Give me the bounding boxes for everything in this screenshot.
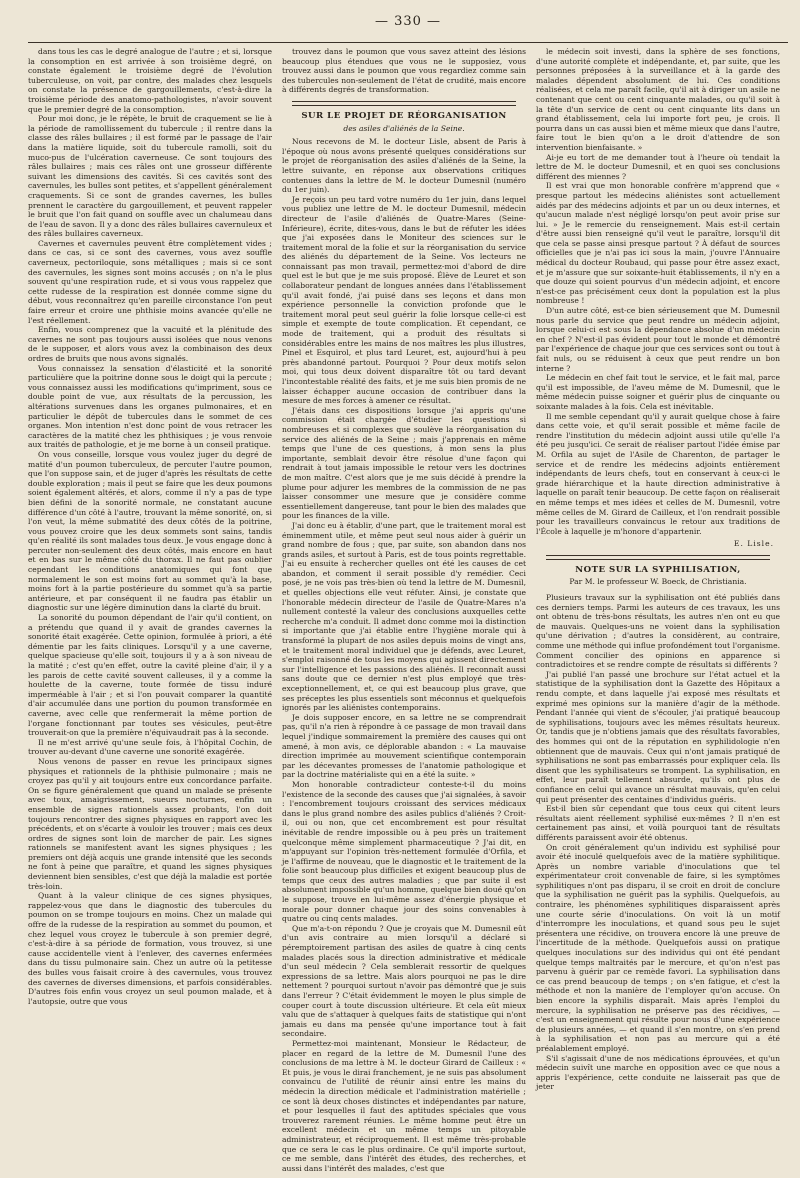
paragraph: D'un autre côté, est-ce bien sérieusement que M. Dumesnil nous parle du service que peut rendre un médecin adjoint, lorsque celui-ci est sous la dépendance absolue d'un médecin en chef ? N'est-il pas évident pour tout le monde et démontré par l'expérience de chaque jour que ces services sont ou tout à fait nuls, ou se réduisent à ceux que peut rendre un bon interne ? xyxy=(536,306,780,373)
paragraph: J'ai publié l'an passé une brochure sur l'état actuel et la statistique de la syphilisation dont la Gazette des Hôpitaux a rendu compte, et dans laquelle j'ai exposé mes résultats et exprimé mes opinions sur la manière d'agir de la méthode. Pendant l'année qui vient de s'écouler, j'ai pratiqué beaucoup de syphilisations, toujours avec les mêmes résultats heureux. Or, tandis que je n'obtiens jamais que des résultats favorables, des hommes qui ont de la réputation en syphilidologie n'en obtiennent que de mauvais. Ceux qui n'ont jamais pratiqué de syphilisations ne sont pas embarrassés pour expliquer cela. Ils disent que les syphilisateurs se trompent. La syphilisation, en effet, leur paraît tellement absurde, qu'ils ont plus de confiance en celui qui avance un résultat mauvais, qu'en celui qui peut présenter des centaines d'individus guéris. xyxy=(536,669,780,804)
section-divider xyxy=(292,101,516,106)
paragraph: Il me semble cependant qu'il y aurait quelque chose à faire dans cette voie, et qu'il serait possible et même facile de rendre l'institution du médecin adjoint aussi utile qu'elle l'a été peu jusqu'ici. Ce serait de réaliser partout l'idée émise par M. Orfila au sujet de l'Asile de Charenton, de partager le service et de rendre les médecins adjoints entièrement indépendants de leurs chefs, tout en conservant à ceux-ci le grade hiérarchique et la haute direction administrative à laquelle on paraît tenir beaucoup. De cette façon on réaliserait en même temps et mes idées et celles de M. Dumesnil, votre même celles de M. Girard de Cailleux, et l'on rendrait possible pour les travailleurs convaincus le retour aux traditions de l'École à laquelle je m'honore d'appartenir. xyxy=(536,411,780,536)
paragraph: Pour moi donc, je le répète, le bruit de craquement se lie à la période de ramollissement du tubercule ; il rentre dans la classe des râles bullaires ; il est formé par le passage de l'air dans la matière liquide, soit du tubercule ramolli, soit du muco-pus de l'ulcération caverneuse. Ce sont toujours des râles bullaires ; mais ces râles ont une grosseur différente suivant les dimensions des cavités. Si ces cavités sont des cavernules, les bulles sont petites, et s'appellent généralement craquements. Si ce sont de grandes cavernes, les bulles prennent le caractère du gargouillement, et peuvent rappeler le bruit que l'on fait quand on souffle avec un chalumeau dans de l'eau de savon. Il y a donc des râles bullaires cavernuleux et des râles bullaires caverneux. xyxy=(28,114,272,239)
text-columns xyxy=(28,47,788,1173)
paragraph: Permettez-moi maintenant, Monsieur le Rédacteur, de placer en regard de la lettre de M. Dumesnil l'une des conclusions de ma lettre à M. le docteur Girard de Cailleux : « Et puis, je vous le dirai franchement, je ne suis pas absolument convaincu de l'utilité de réunir ainsi entre les mains du médecin la direction médicale et l'administration matérielle ; ce sont là deux choses distinctes et indépendantes par nature, et pour lesquelles il faut des aptitudes spéciales que vous trouverez rarement réunies. Le même homme peut être un excellent médecin et un même temps un pitoyable administrateur, et réciproquement. Il est même très-probable que ce sera le cas le plus ordinaire. Ce qu'il importe surtout, ce me semble, dans l'intérêt des études, des recherches, et aussi dans l'intérêt des malades, c'est que xyxy=(282,1038,526,1173)
paragraph: La sonorité du poumon dépendant de l'air qu'il contient, on a prétendu que quand il y avait de grandes cavernes la sonorité était exagérée. Cette opinion, formulée à priori, a été démentie par les faits cliniques. Lorsqu'il y a une caverne, quelque spacieuse qu'elle soit, toujours il y a à son niveau de la matité ; c'est qu'en effet, outre la cavité pleine d'air, il y a les parois de cette cavité souvent calleuses, il y a comme la houlette de la caverne, toute formée de tissu induré imperméable à l'air ; et si l'on pouvait comparer la quantité d'air accumulée dans une portion du poumon transformée en caverne, avec celle que renfermerait la même portion de l'organe fonctionnant par toutes ses vésicules, peut-être trouverait-on que la première n'équivaudrait pas à la seconde. xyxy=(28,613,272,738)
column-3 xyxy=(536,47,780,1167)
paragraph: Est-il bien sûr cependant que tous ceux qui citent leurs résultats aient réellement syphilisé eux-mêmes ? Il n'en est certainement pas ainsi, et voilà pourquoi tant de résultats différents paraissent avoir été obtenus. xyxy=(536,804,780,842)
paragraph: Vous connaissez la sensation d'élasticité et la sonorité particulière que la poitrine donne sous le doigt qui la percute ; vous connaissez aussi les modifications qu'impriment, sous ce double point de vue, aux résultats de la percussion, les altérations survenues dans les organes pulmonaires, et en particulier le dépôt de tubercules dans le sommet de ces organes. Mon intention n'est donc point de vous retracer les caractères de la matité chez les phthisiques ; je vous renvoie aux traités de pathologie, et je me borne à un conseil pratique. xyxy=(28,363,272,450)
paragraph: J'ai donc eu à établir, d'une part, que le traitement moral est éminemment utile, et même peut seul nous aider à guérir un grand nombre de fous ; que, par suite, son abandon dans nos grands asiles, et surtout à Paris, est de tous points regrettable. J'ai eu ensuite à rechercher quelles ont été les causes de cet abandon, et comment il serait possible d'y remédier. Ceci posé, je ne vois pas très-bien où tend la lettre de M. Dumesnil, et quelles objections elle veut réfuter. Ainsi, je constate que l'honorable médecin directeur de l'asile de Quatre-Mares n'a nullement contesté la valeur des conclusions auxquelles cette recherche m'a conduit. Il admet donc comme moi la distinction si importante que j'ai établie entre l'hygiène morale qui à transformé la plupart de nos asiles depuis moins de vingt ans, et le traitement moral individuel que je défends, avec Leuret, s'emploi raisonné de tous les moyens qui agissent directement sur l'intelligence et les passions des aliénés. Il reconnaît aussi sans doute que ce dernier n'est plus employé que très-exceptionnellement, et, ce qui est beaucoup plus grave, que ses préceptes les plus essentiels sont méconnus et quelquefois ignorés par les aliénistes contemporains. xyxy=(282,520,526,713)
paragraph: Cavernes et cavernules peuvent être complètement vides ; dans ce cas, si ce sont des cavernes, vous avez souffle caverneux, pectoriloquie, sons métalliques ; mais si ce sont des cavernules, les signes sont moins accusés ; on n'a le plus souvent qu'une respiration rude, et si vous vous rappelez que cette rudesse de la respiration est donnée comme signe du début, vous reconnaîtrez qu'en pareille circonstance l'on peut faire erreur et croire une phthisie moins avancée qu'elle ne l'est réellement. xyxy=(28,238,272,325)
paragraph: Ai-je eu tort de me demander tout à l'heure où tendait la lettre de M. le docteur Dumesnil, et en quoi ses conclusions différent des miennes ? xyxy=(536,152,780,181)
paragraph: Quant à la valeur clinique de ces signes physiques, rappelez-vous que dans le diagnostic des tubercules du poumon on se trompe toujours en moins. Chez un malade qui offre de la rudesse de la respiration au sommet du poumon, et chez lequel vous croyez le tubercule à son premier degré, c'est-à-dire à sa période de formation, vous trouvez, si une cause accidentelle vient à l'enlever, des cavernes enfermées dans du tissu pulmonaire sain. Chez un autre où la petitesse des bulles vous faisait croire à des cavernules, vous trouvez des cavernes de diverses dimensions, et parfois considérables. D'autres fois enfin vous croyez un seul poumon malade, et à l'autopsie, outre que vous xyxy=(28,891,272,1006)
section-title-syphilisation: NOTE SUR LA SYPHILISATION, xyxy=(575,564,741,575)
paragraph: Je dois supposer encore, en sa lettre ne se comprendrait pas, qu'il n'a rien à répondre à ce passage de mon travail dans lequel j'indique sommairement la première des causes qui ont amené, à mon avis, ce déplorable abandon : « La mauvaise direction imprimée au mouvement scientifique contemporain par les décevantes promesses de l'anatomie pathologique et par la doctrine matérialiste qui en a été la suite. » xyxy=(282,712,526,780)
section-subtitle-asiles: des asiles d'aliénés de la Seine. xyxy=(343,123,465,133)
paragraph: Enfin, vous comprenez que la vacuité et la plénitude des cavernes ne sont pas toujours aussi isolées que nous venons de le supposer, et alors vous avez la combinaison des deux ordres de bruits que nous avons signalés. xyxy=(28,325,272,363)
section-divider xyxy=(546,555,770,560)
paragraph: Plusieurs travaux sur la syphilisation ont été publiés dans ces derniers temps. Parmi les auteurs de ces travaux, les uns ont obtenu de très-bons résultats, les autres n'en ont eu que de mauvais. Quelques-uns ne voient dans la syphilisation qu'une dérivation ; d'autres la considèrent, au contraire, comme une méthode qui influe profondément tout l'organisme. Comment concilier des opinions en apparence si contradictoires et se rendre compte de résultats si différents ? xyxy=(536,593,780,670)
paragraph: Il ne m'est arrivé qu'une seule fois, à l'hôpital Cochin, de trouver au-devant d'une caverne une sonorité exagérée. xyxy=(28,737,272,757)
article-byline: Par M. le professeur W. Boeck, de Christiania. xyxy=(569,577,747,587)
paragraph: Nous recevons de M. le docteur Lisle, absent de Paris à l'époque où nous avons présenté quelques considérations sur le projet de réorganisation des asiles d'aliénés de la Seine, la lettre suivante, en réponse aux observations critiques contenues dans la lettre de M. le docteur Dumesnil (numéro du 1er juin). xyxy=(282,137,526,195)
paragraph: Le médecin en chef fait tout le service, et le fait mal, parce qu'il est impossible, de l'aveu même de M. Dumesnil, que le même médecin puisse soigner et guérir plus de cinquante ou soixante malades à la fois. Cela est inévitable. xyxy=(536,373,780,411)
paragraph: On vous conseille, lorsque vous voulez juger du degré de matité d'un poumon tuberculeux, de percuter l'autre poumon, que l'on suppose sain, et de juger d'après les résultats de cette double exploration ; mais il peut se faire que les deux poumons soient également altérés, et alors, comme il n'y a pas de type bien défini de la sonorité normale, ne constatant aucune différence d'un côté à l'autre, trouvant la même sonorité, on, si l'on veut, la même submatité des deux côtés de la poitrine, vous pouvez croire que les deux sommets sont sains, tandis qu'en réalité ils sont malades tous deux. Je vous engage donc à percuter non-seulement des deux côtés, mais encore en haut et en bas sur le même côté du thorax. Il ne faut pas oublier cependant les conditions anatomiques qui font que normalement le son est moins fort au sommet qu'à la base, moins fort à la partie postérieure du sommet qu'à sa partie antérieure, et par conséquent il ne faudra pas établir un diagnostic sur une légère diminution dans la clarté du bruit. xyxy=(28,449,272,613)
paragraph: Je reçois un peu tard votre numéro du 1er juin, dans lequel vous publiez une lettre de M. le docteur Dumesnil, médecin directeur de l'asile d'aliénés de Quatre-Mares (Seine-Inférieure), écrite, dites-vous, dans le but de réfuter les idées que j'ai exposées dans le Moniteur des sciences sur le traitement moral de la folie et sur la réorganisation du service des aliénés du département de la Seine. Vos lecteurs ne connaissant pas mon travail, permettez-moi d'abord de dire quel est le but que je me suis proposé. Élève de Leuret et son collaborateur pendant de longues années dans l'établissement qu'il avait fondé, j'ai puisé dans ses leçons et dans mon expérience personnelle la conviction profonde que le traitement moral peut seul guérir la folie lorsque celle-ci est simple et exempte de toute complication. Et cependant, ce mode de traitement, qui a produit des résultats si considérables entre les mains de nos maîtres les plus illustres, Pinel et Esquirol, et plus tard Leuret, est, aujourd'hui à peu près abandonné partout. Pourquoi ? Pour deux motifs selon moi, qui tous deux doivent disparaître tôt ou tard devant l'incontestable réalité des faits, et je me suis bien promis de ne laisser échapper aucune occasion de contribuer dans la mesure de mes forces à amener ce résultat. xyxy=(282,194,526,406)
paragraph: trouvez dans le poumon que vous savez atteint des lésions beaucoup plus étendues que vous ne le supposiez, vous trouvez aussi dans le poumon que vous regardiez comme sain des tubercules non-seulement de l'état de crudité, mais encore à différents degrés de transformation. xyxy=(282,47,526,95)
column-1 xyxy=(28,47,272,1167)
section-title-asiles: SUR LE PROJET DE RÉORGANISATION xyxy=(301,110,507,121)
paragraph: le médecin soit investi, dans la sphère de ses fonctions, d'une autorité complète et indépendante, et, par suite, que les personnes préposées à la surveillance et à la garde des malades dépendent absolument de lui. Ces conditions réalisées, et cela me paraît facile, qu'il ait à diriger un asile ne contenant que cent ou cent cinquante malades, ou qu'il soit à la tête d'un service de cent ou cent cinquante lits dans un grand établissement, cela lui importe fort peu, je crois. Il pourra dans un cas aussi bien et même mieux que dans l'autre, faire tout le bien qu'on a le droit d'attendre de son intervention bienfaisante. » xyxy=(536,47,780,152)
paragraph: Nous venons de passer en revue les principaux signes physiques et rationnels de la phthisie pulmonaire ; mais ne croyez pas qu'il y ait toujours entre eux concordance parfaite. On se figure généralement que quand un malade se présente avec toux, amaigrissement, sueurs nocturnes, enfin un ensemble de signes rationnels assez probants, l'on doit toujours rencontrer des signes physiques en rapport avec les précédents, et on s'écarte à vouloir les trouver ; mais ces deux ordres de signes sont loin de marcher de pair. Les signes rationnels se manifestent avant les signes physiques ; les premiers ont déjà acquis une grande intensité que les seconds ne font à peine que paraître, et quand les signes physiques deviennent bien sensibles, c'est que déjà la maladie est portée très-loin. xyxy=(28,756,272,891)
author-signature: E. Lisle. xyxy=(733,539,774,549)
paragraph: Il est vrai que mon honorable confrère m'apprend que « presque partout les médecins aliénistes sont actuellement aidés par des médecins adjoints et par un ou deux internes, et qu'aucun malade n'est négligé lorsqu'on peut avoir prise sur lui. » Je le remercie du renseignement. Mais est-il certain d'être aussi bien renseigné qu'il veut le paraître, lorsqu'il dit que cela se passe ainsi presque partout ? À défaut de sources officielles que je n'ai pas ici sous la main, j'ouvre l'Annuaire médical du docteur Roubaud, qui passe pour être assez exact, et je m'assure que sur soixante-huit établissements, il n'y en a que douze qui soient pourvus d'un médecin adjoint, et encore n'est-ce pas précisément ceux dont la population est la plus nombreuse ! xyxy=(536,181,780,306)
column-2 xyxy=(282,47,526,1173)
paragraph: dans tous les cas le degré analogue de l'autre ; et si, lorsque la consomption en est arrivée à son troisième degré, on constate également le troisième degré de l'évolution tuberculeuse, on voit, par contre, des malades chez lesquels on constate la présence de gargouillements, c'est-à-dire la troisième période des anatomo-pathologistes, n'avoir souvent que le premier degré de la consomption. xyxy=(28,47,272,114)
paragraph: Mon honorable contradicteur conteste-t-il du moins l'existence de la seconde des causes que j'ai signalées, à savoir : l'encombrement toujours croissant des services médicaux dans le plus grand nombre des asiles publics d'aliénés ? Croit-il, oui ou non, que cet encombrement est pour résultat inévitable de rendre impossible ou à peu près un traitement quelconque même simplement pharmaceutique ? J'ai dit, en m'appuyant sur l'opinion très-nettement formulée d'Orfila, et je l'affirme de nouveau, que le diagnostic et le traitement de la folie sont beaucoup plus difficiles et exigent beaucoup plus de temps que ceux des autres maladies ; que par suite il est absolument impossible qu'un homme, quelque bien doué qu'on le suppose, trouve en lui-même assez d'énergie physique et morale pour donner chaque jour des soins convenables à quatre ou cinq cents malades. xyxy=(282,779,526,924)
paragraph: J'étais dans ces dispositions lorsque j'ai appris qu'une commission était chargée d'étudier les questions si nombreuses et si complexes que soulève la réorganisation du service des aliénés de la Seine ; mais j'apprenais en même temps que l'une de ces questions, à mon sens la plus importante, semblait devoir être résolue d'une façon qui rendrait à tout jamais impossible le retour vers les doctrines de mon maître. C'est alors que je me suis décidé à prendre la plume pour adjurer les membres de la commission de ne pas laisser consommer une mesure que je considère comme essentiellement dangereuse, tant pour le bien des malades que pour les finances de la ville. xyxy=(282,405,526,521)
page-header xyxy=(28,6,788,43)
page-number: — 330 — xyxy=(374,14,442,29)
paragraph: On croit généralement qu'un individu est syphilisé pour avoir été inoculé quelquefois avec de la matière syphilitique. Après un nombre variable d'inoculations que tel expérimentateur croit convenable de faire, si les symptômes syphilitiques n'ont pas disparu, il se croit en droit de conclure que la syphilisation ne guérit pas la syphilis. Quelquefois, au contraire, les phénomènes syphilitiques disparaissent après une courte série d'inoculations. On voit là un motif d'interrompre les inoculations, et quand sous peu le sujet présentera une récidive, on trouvera encore là une preuve de l'incertitude de la méthode. Quelquefois aussi on pratique quelques inoculations sur des individus qui ont été pendant quelque temps maltraités par le mercure, et qu'on n'est pas parvenu à guérir par ce remède favori. La syphilisation dans ce cas prend beaucoup de temps ; on s'en fatigue, et c'est la méthode et non la manière de l'employer qu'on accuse. On bien encore la syphilis disparaît. Mais après l'emploi du mercure, la syphilisation ne préserve pas des récidives, — c'est un enseignement qui résulte pour nous d'une expérience de plusieurs années, — et quand il s'en montre, on s'en prend à la syphilisation et non pas au mercure qui a été préalablement employé. xyxy=(536,842,780,1053)
paragraph: Que m'a-t-on répondu ? Que je croyais que M. Dumesnil eût d'un avis contraire au mien lorsqu'il a déclaré si péremptoirement partisan des asiles de quatre à cinq cents malades placés sous la direction administrative et médicale d'un seul médecin ? Cela semblerait ressortir de quelques expressions de sa lettre. Mais alors pourquoi ne pas le dire nettement ? pourquoi surtout n'avoir pas démontré que je suis dans l'erreur ? C'était évidemment le moyen le plus simple de couper court à toute discussion ultérieure. Et cela eût mieux valu que de s'attaquer à quelques faits de statistique qui n'ont jamais eu dans ma pensée qu'une importance tout à fait secondaire. xyxy=(282,923,526,1039)
paragraph: S'il s'agissait d'une de nos médications éprouvées, et qu'un médecin suivît une marche en opposition avec ce que nous a appris l'expérience, cette conduite ne laisserait pas que de jeter xyxy=(536,1053,780,1092)
